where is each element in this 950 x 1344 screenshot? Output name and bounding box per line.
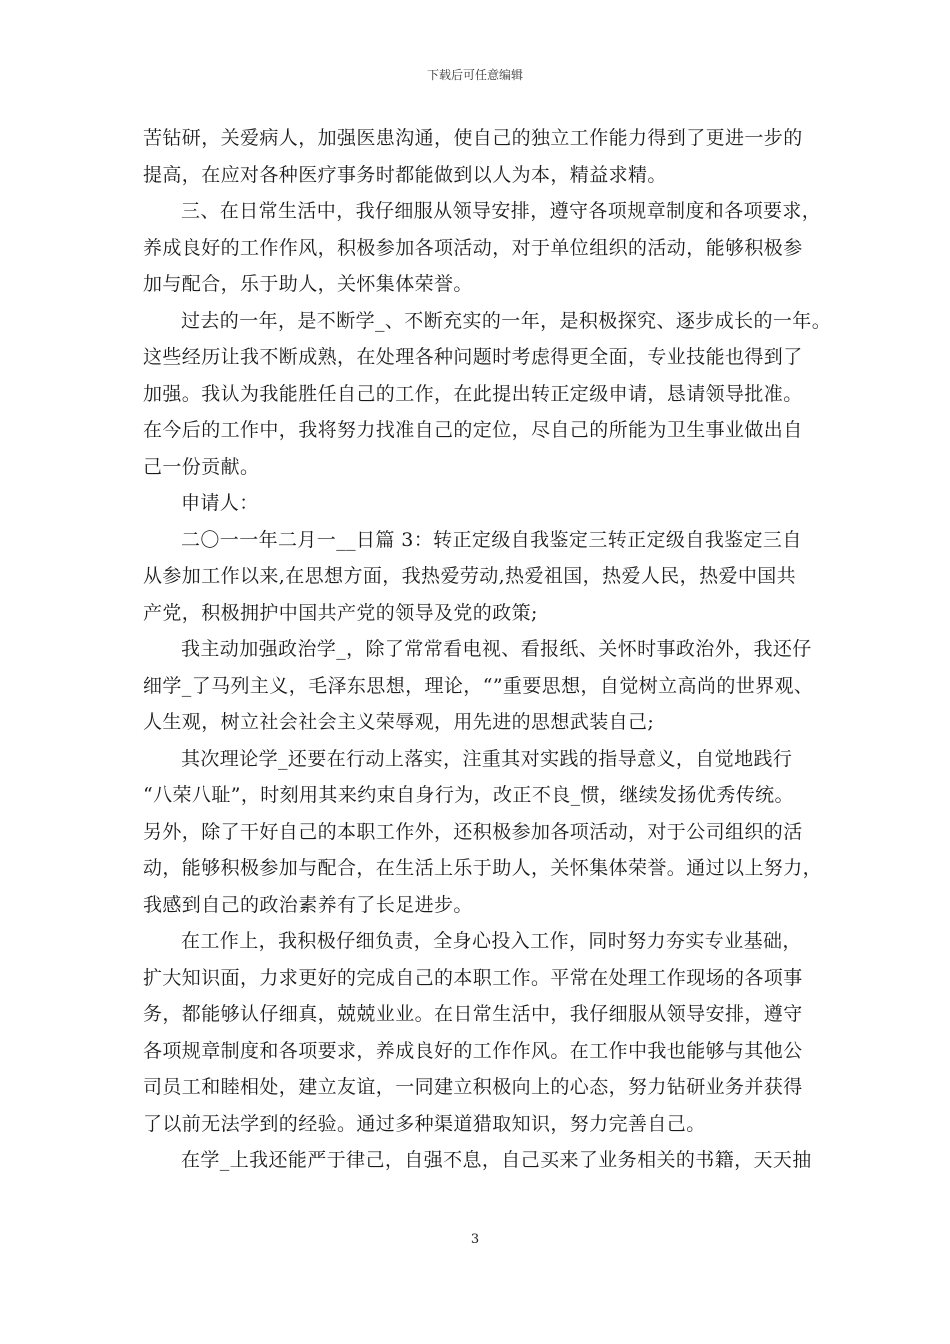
page-number: 3 (470, 1232, 480, 1247)
text-line: 司员工和睦相处，建立友谊，一同建立积极向上的心态，努力钻研业务并获得 (143, 1076, 803, 1098)
text-line: 了以前无法学到的经验。通过多种渠道猎取知识，努力完善自己。 (143, 1112, 706, 1135)
text-line: 三、在日常生活中，我仔细服从领导安排，遵守各项规章制度和各项要求， (181, 200, 822, 222)
text-line: 苦钻研，关爱病人，加强医患沟通，使自己的独立工作能力得到了更进一步的 (143, 127, 803, 149)
text-line: 申请人： (181, 492, 259, 514)
text-line: 其次理论学_还要在行动上落实，注重其对实践的指导意义，自觉地践行 (181, 747, 793, 770)
text-line: 加与配合，乐于助人，关怀集体荣誉。 (143, 273, 473, 295)
text-line: 过去的一年，是不断学_、不断充实的一年，是积极探究、逐步成长的一年。 (181, 309, 832, 332)
text-line: 己一份贡献。 (143, 455, 260, 478)
page-header: 下载后可任意编辑 (426, 68, 523, 82)
text-line: 细学_了马列主义，毛泽东思想，理论，“”重要思想，自觉树立高尚的世界观、 (143, 674, 814, 697)
text-line: 各项规章制度和各项要求，养成良好的工作作风。在工作中我也能够与其他公 (143, 1039, 803, 1062)
text-line: 产党，积极拥护中国共产党的领导及党的政策; (143, 601, 538, 624)
text-line: 二〇一一年二月一__日篇 3：转正定级自我鉴定三转正定级自我鉴定三自 (181, 528, 802, 551)
text-line: 加强。我认为我能胜任自己的工作，在此提出转正定级申请，恳请领导批准。 (143, 382, 803, 405)
text-line: 动，能够积极参加与配合，在生活上乐于助人，关怀集体荣誉。通过以上努力， (143, 857, 823, 879)
text-line: 在今后的工作中，我将努力找准自己的定位，尽自己的所能为卫生事业做出自 (143, 419, 803, 441)
text-line: “八荣八耻”，时刻用其来约束自身行为，改正不良_惯，继续发扬优秀传统。 (143, 784, 794, 806)
text-line: 另外，除了干好自己的本职工作外，还积极参加各项活动，对于公司组织的活 (143, 820, 803, 843)
text-line: 这些经历让我不断成熟，在处理各种问题时考虑得更全面，专业技能也得到了 (143, 346, 803, 368)
document-body (143, 120, 832, 1179)
text-line: 从参加工作以来,在思想方面，我热爱劳动,热爱祖国，热爱人民，热爱中国共 (143, 565, 797, 587)
text-line: 提高，在应对各种医疗事务时都能做到以人为本，精益求精。 (143, 163, 667, 186)
text-line: 人生观，树立社会社会主义荣辱观，用先进的思想武装自己; (143, 711, 655, 733)
text-line: 在学_上我还能严于律己，自强不息，自己买来了业务相关的书籍，天天抽 (181, 1149, 812, 1171)
text-line: 我感到自己的政治素养有了长足进步。 (143, 893, 473, 916)
text-line: 养成良好的工作作风，积极参加各项活动，对于单位组织的活动，能够积极参 (143, 236, 803, 259)
text-line: 扩大知识面，力求更好的完成自己的本职工作。平常在处理工作现场的各项事 (143, 966, 803, 989)
text-line: 在工作上，我积极仔细负责，全身心投入工作，同时努力夯实专业基础， (181, 930, 802, 952)
text-line: 务，都能够认仔细真，兢兢业业。在日常生活中，我仔细服从领导安排，遵守 (143, 1003, 803, 1025)
text-line: 我主动加强政治学_，除了常常看电视、看报纸、关怀时事政治外，我还仔 (181, 638, 812, 660)
